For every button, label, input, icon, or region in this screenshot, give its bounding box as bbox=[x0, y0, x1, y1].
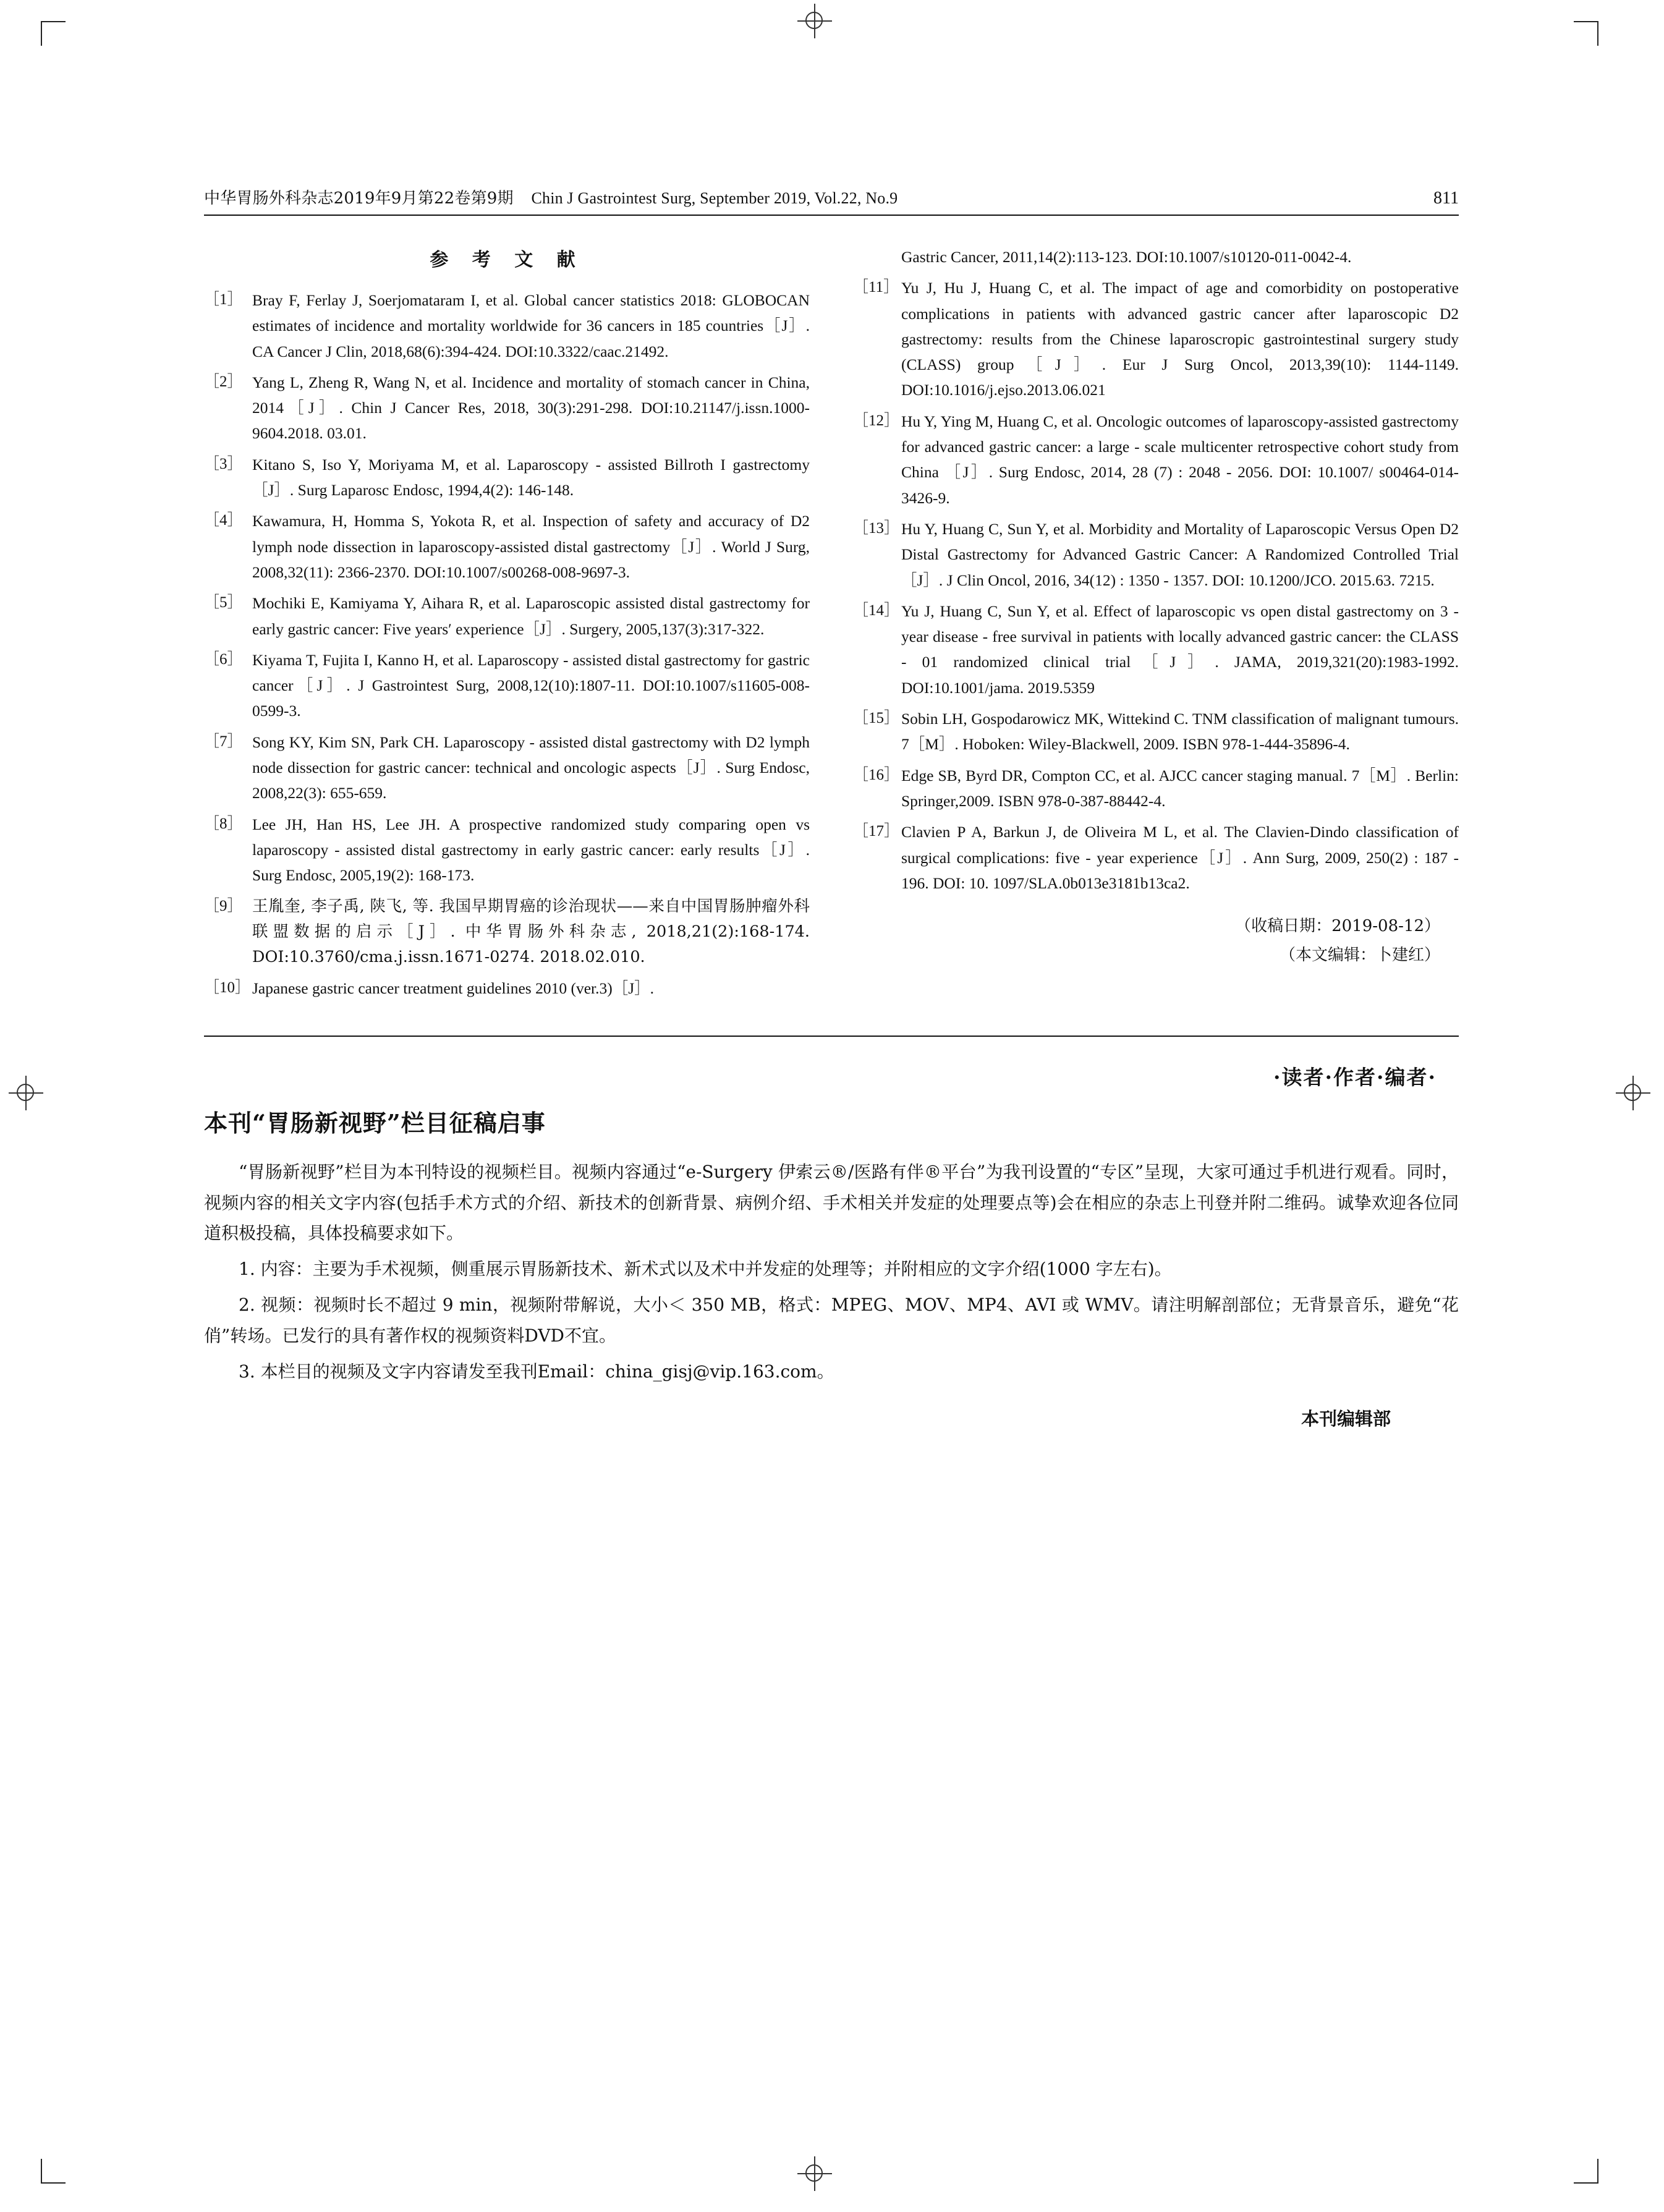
reference-item bbox=[204, 976, 810, 1001]
notice-paragraph: 3. 本栏目的视频及文字内容请发至我刊Email：china_gisj@vip.163.com。 bbox=[239, 1361, 834, 1382]
reference-text: Bray F, Ferlay J, Soerjomataram I, et al. Global cancer statistics 2018: GLOBOCAN estimates of incidence and mortality worldwide for 36 cancers in 185 countries［J］. CA Cancer J Clin, 2018,68(6):394-424. DOI:10.3322/caac.21492. bbox=[252, 291, 810, 360]
reference-number: ［1］ bbox=[204, 291, 243, 308]
reference-number: ［7］ bbox=[204, 733, 243, 750]
column-left bbox=[204, 244, 810, 1007]
reference-number: ［13］ bbox=[853, 519, 900, 537]
running-head-en: Chin J Gastrointest Surg, September 2019, Vol.22, No.9 bbox=[531, 189, 898, 207]
reference-text: Hu Y, Huang C, Sun Y, et al. Morbidity and Mortality of Laparoscopic Versus Open D2 Distal Gastrectomy for Advanced Gastric Cancer: A Randomized Controlled Trial［J］. J Clin Oncol, 2016, 34(12) : 1350 - 1357. DOI: 10.1200/JCO. 2015.63. 7215. bbox=[901, 519, 1459, 589]
section-divider bbox=[204, 1036, 1459, 1037]
reference-text: Gastric Cancer, 2011,14(2):113-123. DOI:10.1007/s10120-011-0042-4. bbox=[901, 248, 1352, 266]
reference-item bbox=[204, 287, 810, 364]
reference-number: ［6］ bbox=[204, 650, 243, 668]
reference-text: Kiyama T, Fujita I, Kanno H, et al. Laparoscopy - assisted distal gastrectomy for gastric cancer［J］. J Gastrointest Surg, 2008,12(10):1807-11. DOI:10.1007/s11605-008-0599-3. bbox=[252, 650, 810, 720]
reference-text: Japanese gastric cancer treatment guidelines 2010 (ver.3)［J］. bbox=[252, 979, 655, 998]
notice-paragraph: 1. 内容：主要为手术视频，侧重展示胃肠新技术、新术式以及术中并发症的处理等；并附相应的文字介绍(1000 字左右)。 bbox=[239, 1259, 1172, 1280]
reference-number: ［12］ bbox=[853, 412, 900, 429]
reference-text: Edge SB, Byrd DR, Compton CC, et al. AJCC cancer staging manual. 7［M］. Berlin: Springer,2009. ISBN 978-0-387-88442-4. bbox=[901, 766, 1459, 810]
page-number: 811 bbox=[1433, 189, 1459, 208]
reference-text: Sobin LH, Gospodarowicz MK, Wittekind C. TNM classification of malignant tumours. 7［M］. Hoboken: Wiley-Blackwell, 2009. ISBN 978-1-444-35896-4. bbox=[901, 710, 1459, 754]
reference-text: Yu J, Hu J, Huang C, et al. The impact of age and comorbidity on postoperative complications in patients with advanced gastric cancer after laparoscopic D2 gastrectomy: results from the Chinese laparoscropic gastrointestinal surgery study (CLASS) group［J］. Eur J Surg Oncol, 2013,39(10): 1144-1149. DOI:10.1016/j.ejso.2013.06.021 bbox=[901, 279, 1459, 399]
registration-mark-top bbox=[797, 4, 832, 38]
reference-item bbox=[204, 590, 810, 642]
crop-mark-bottom-right bbox=[1560, 2145, 1598, 2184]
running-head bbox=[204, 185, 1459, 216]
reference-item bbox=[853, 819, 1459, 896]
notice-paragraph: “胃肠新视野”栏目为本刊特设的视频栏目。视频内容通过“e-Surgery 伊索云®/医路有伴®平台”为我刊设置的“专区”呈现，大家可通过手机进行观看。同时，视频内容的相关文字内容(包括手术方式的介绍、新技术的创新背景、病例介绍、手术相关并发症的处理要点等)会在相应的杂志上刊登并附二维码。诚挚欢迎各位同道积极投稿，具体投稿要求如下。 bbox=[204, 1161, 1459, 1244]
notice-signoff: 本刊编辑部 bbox=[1301, 1408, 1391, 1429]
notice-paragraph: 2. 视频：视频时长不超过 9 min，视频附带解说，大小＜ 350 MB，格式：MPEG、MOV、MP4、AVI 或 WMV。请注明解剖部位；无背景音乐，避免“花俏”转场。已发行的具有著作权的视频资料DVD不宜。 bbox=[204, 1295, 1459, 1346]
received-date: （收稿日期：2019-08-12） bbox=[1235, 917, 1440, 936]
reference-item bbox=[204, 730, 810, 806]
references-heading: 参 考 文 献 bbox=[430, 249, 584, 271]
registration-mark-right bbox=[1616, 1076, 1650, 1110]
reference-number: ［17］ bbox=[853, 823, 900, 840]
reference-number: ［14］ bbox=[853, 602, 900, 619]
reference-text: Clavien P A, Barkun J, de Oliveira M L, et al. The Clavien-Dindo classification of surgical complications: five - year experience［J］. Ann Surg, 2009, 250(2) : 187 - 196. DOI: 10. 1097/SLA.0b013e3181b13ca2. bbox=[901, 823, 1459, 892]
crop-mark-top-left bbox=[41, 21, 79, 59]
reference-number: ［9］ bbox=[204, 897, 243, 914]
column-right bbox=[853, 244, 1459, 1007]
reference-text: Yang L, Zheng R, Wang N, et al. Incidence and mortality of stomach cancer in China, 2014［J］. Chin J Cancer Res, 2018, 30(3):291-298. DOI:10.21147/j.issn.1000-9604.2018. 03.01. bbox=[252, 373, 810, 443]
reference-number: ［2］ bbox=[204, 373, 243, 390]
two-column-body bbox=[204, 244, 1459, 1007]
reference-text: 王胤奎, 李子禹, 陕飞, 等. 我国早期胃癌的诊治现状——来自中国胃肠肿瘤外科联盟数据的启示［J］. 中华胃肠外科杂志, 2018,21(2):168-174. DOI:10.3760/cma.j.issn.1671-0274. 2018.02.010. bbox=[252, 896, 810, 967]
reference-item bbox=[204, 647, 810, 724]
reference-item bbox=[204, 452, 810, 503]
running-head-cn: 中华胃肠外科杂志2019年9月第22卷第9期 bbox=[204, 189, 514, 208]
reference-item bbox=[204, 812, 810, 888]
reference-text: Lee JH, Han HS, Lee JH. A prospective randomized study comparing open vs laparoscopy - assisted distal gastrectomy in early gastric cancer: early results［J］. Surg Endosc, 2005,19(2): 168-173. bbox=[252, 815, 810, 885]
reference-number: ［16］ bbox=[853, 766, 900, 783]
reference-number: ［8］ bbox=[204, 815, 243, 832]
reference-item bbox=[853, 516, 1459, 593]
notice-kicker: ·读者·作者·编者· bbox=[1273, 1065, 1437, 1089]
reference-number: ［10］ bbox=[204, 979, 251, 997]
notice-title: 本刊“胃肠新视野”栏目征稿启事 bbox=[204, 1108, 546, 1137]
reference-item bbox=[204, 894, 810, 971]
reference-item bbox=[853, 409, 1459, 511]
reference-number: ［15］ bbox=[853, 710, 900, 727]
crop-mark-top-right bbox=[1560, 21, 1598, 59]
reference-text: Kitano S, Iso Y, Moriyama M, et al. Laparoscopy - assisted Billroth I gastrectomy［J］. Surg Laparosc Endosc, 1994,4(2): 146-148. bbox=[252, 455, 810, 500]
editor-credit: （本文编辑：卜建红） bbox=[1279, 945, 1440, 964]
registration-mark-left bbox=[9, 1076, 43, 1110]
reference-text: Song KY, Kim SN, Park CH. Laparoscopy - assisted distal gastrectomy with D2 lymph node dissection for gastric cancer: technical and oncologic aspects［J］. Surg Endosc, 2008,22(3): 655-659. bbox=[252, 733, 810, 802]
reference-number: ［5］ bbox=[204, 594, 243, 611]
reference-text: Kawamura, H, Homma S, Yokota R, et al. Inspection of safety and accuracy of D2 lymph node dissection in laparoscopy-assisted distal gastrectomy［J］. World J Surg, 2008,32(11): 2366-2370. DOI:10.1007/s00268-008-9697-3. bbox=[252, 512, 810, 581]
reference-list-left bbox=[204, 287, 810, 1002]
reference-number bbox=[853, 244, 901, 270]
reference-item bbox=[853, 275, 1459, 402]
reference-text: Hu Y, Ying M, Huang C, et al. Oncologic outcomes of laparoscopy-assisted gastrectomy for advanced gastric cancer: a large - scale multicenter retrospective cohort study from China ［J］. Surg Endosc, 2014, 28 (7) : 2048 - 2056. DOI: 10.1007/ s00464-014-3426-9. bbox=[901, 412, 1459, 507]
crop-mark-bottom-left bbox=[41, 2145, 79, 2184]
reference-item bbox=[853, 598, 1459, 700]
reference-item bbox=[204, 370, 810, 446]
reference-number: ［3］ bbox=[204, 455, 243, 472]
reference-text: Mochiki E, Kamiyama Y, Aihara R, et al. Laparoscopic assisted distal gastrectomy for early gastric cancer: Five years′ experience［J］. Surgery, 2005,137(3):317-322. bbox=[252, 594, 810, 638]
reference-number: ［4］ bbox=[204, 512, 243, 529]
reference-item-continued bbox=[853, 244, 1459, 270]
reference-list-right bbox=[853, 244, 1459, 896]
reference-number: ［11］ bbox=[853, 279, 899, 296]
registration-mark-bottom bbox=[797, 2156, 832, 2191]
reference-item bbox=[204, 508, 810, 585]
reference-text: Yu J, Huang C, Sun Y, et al. Effect of laparoscopic vs open distal gastrectomy on 3 - year disease - free survival in patients with locally advanced gastric cancer: the CLASS - 01 randomized clinical trial［J］. JAMA, 2019,321(20):1983-1992. DOI:10.1001/jama. 2019.5359 bbox=[901, 602, 1459, 697]
article-closing bbox=[853, 912, 1459, 970]
reference-item bbox=[853, 706, 1459, 757]
call-for-papers-notice bbox=[204, 1061, 1459, 1435]
reference-item bbox=[853, 763, 1459, 814]
